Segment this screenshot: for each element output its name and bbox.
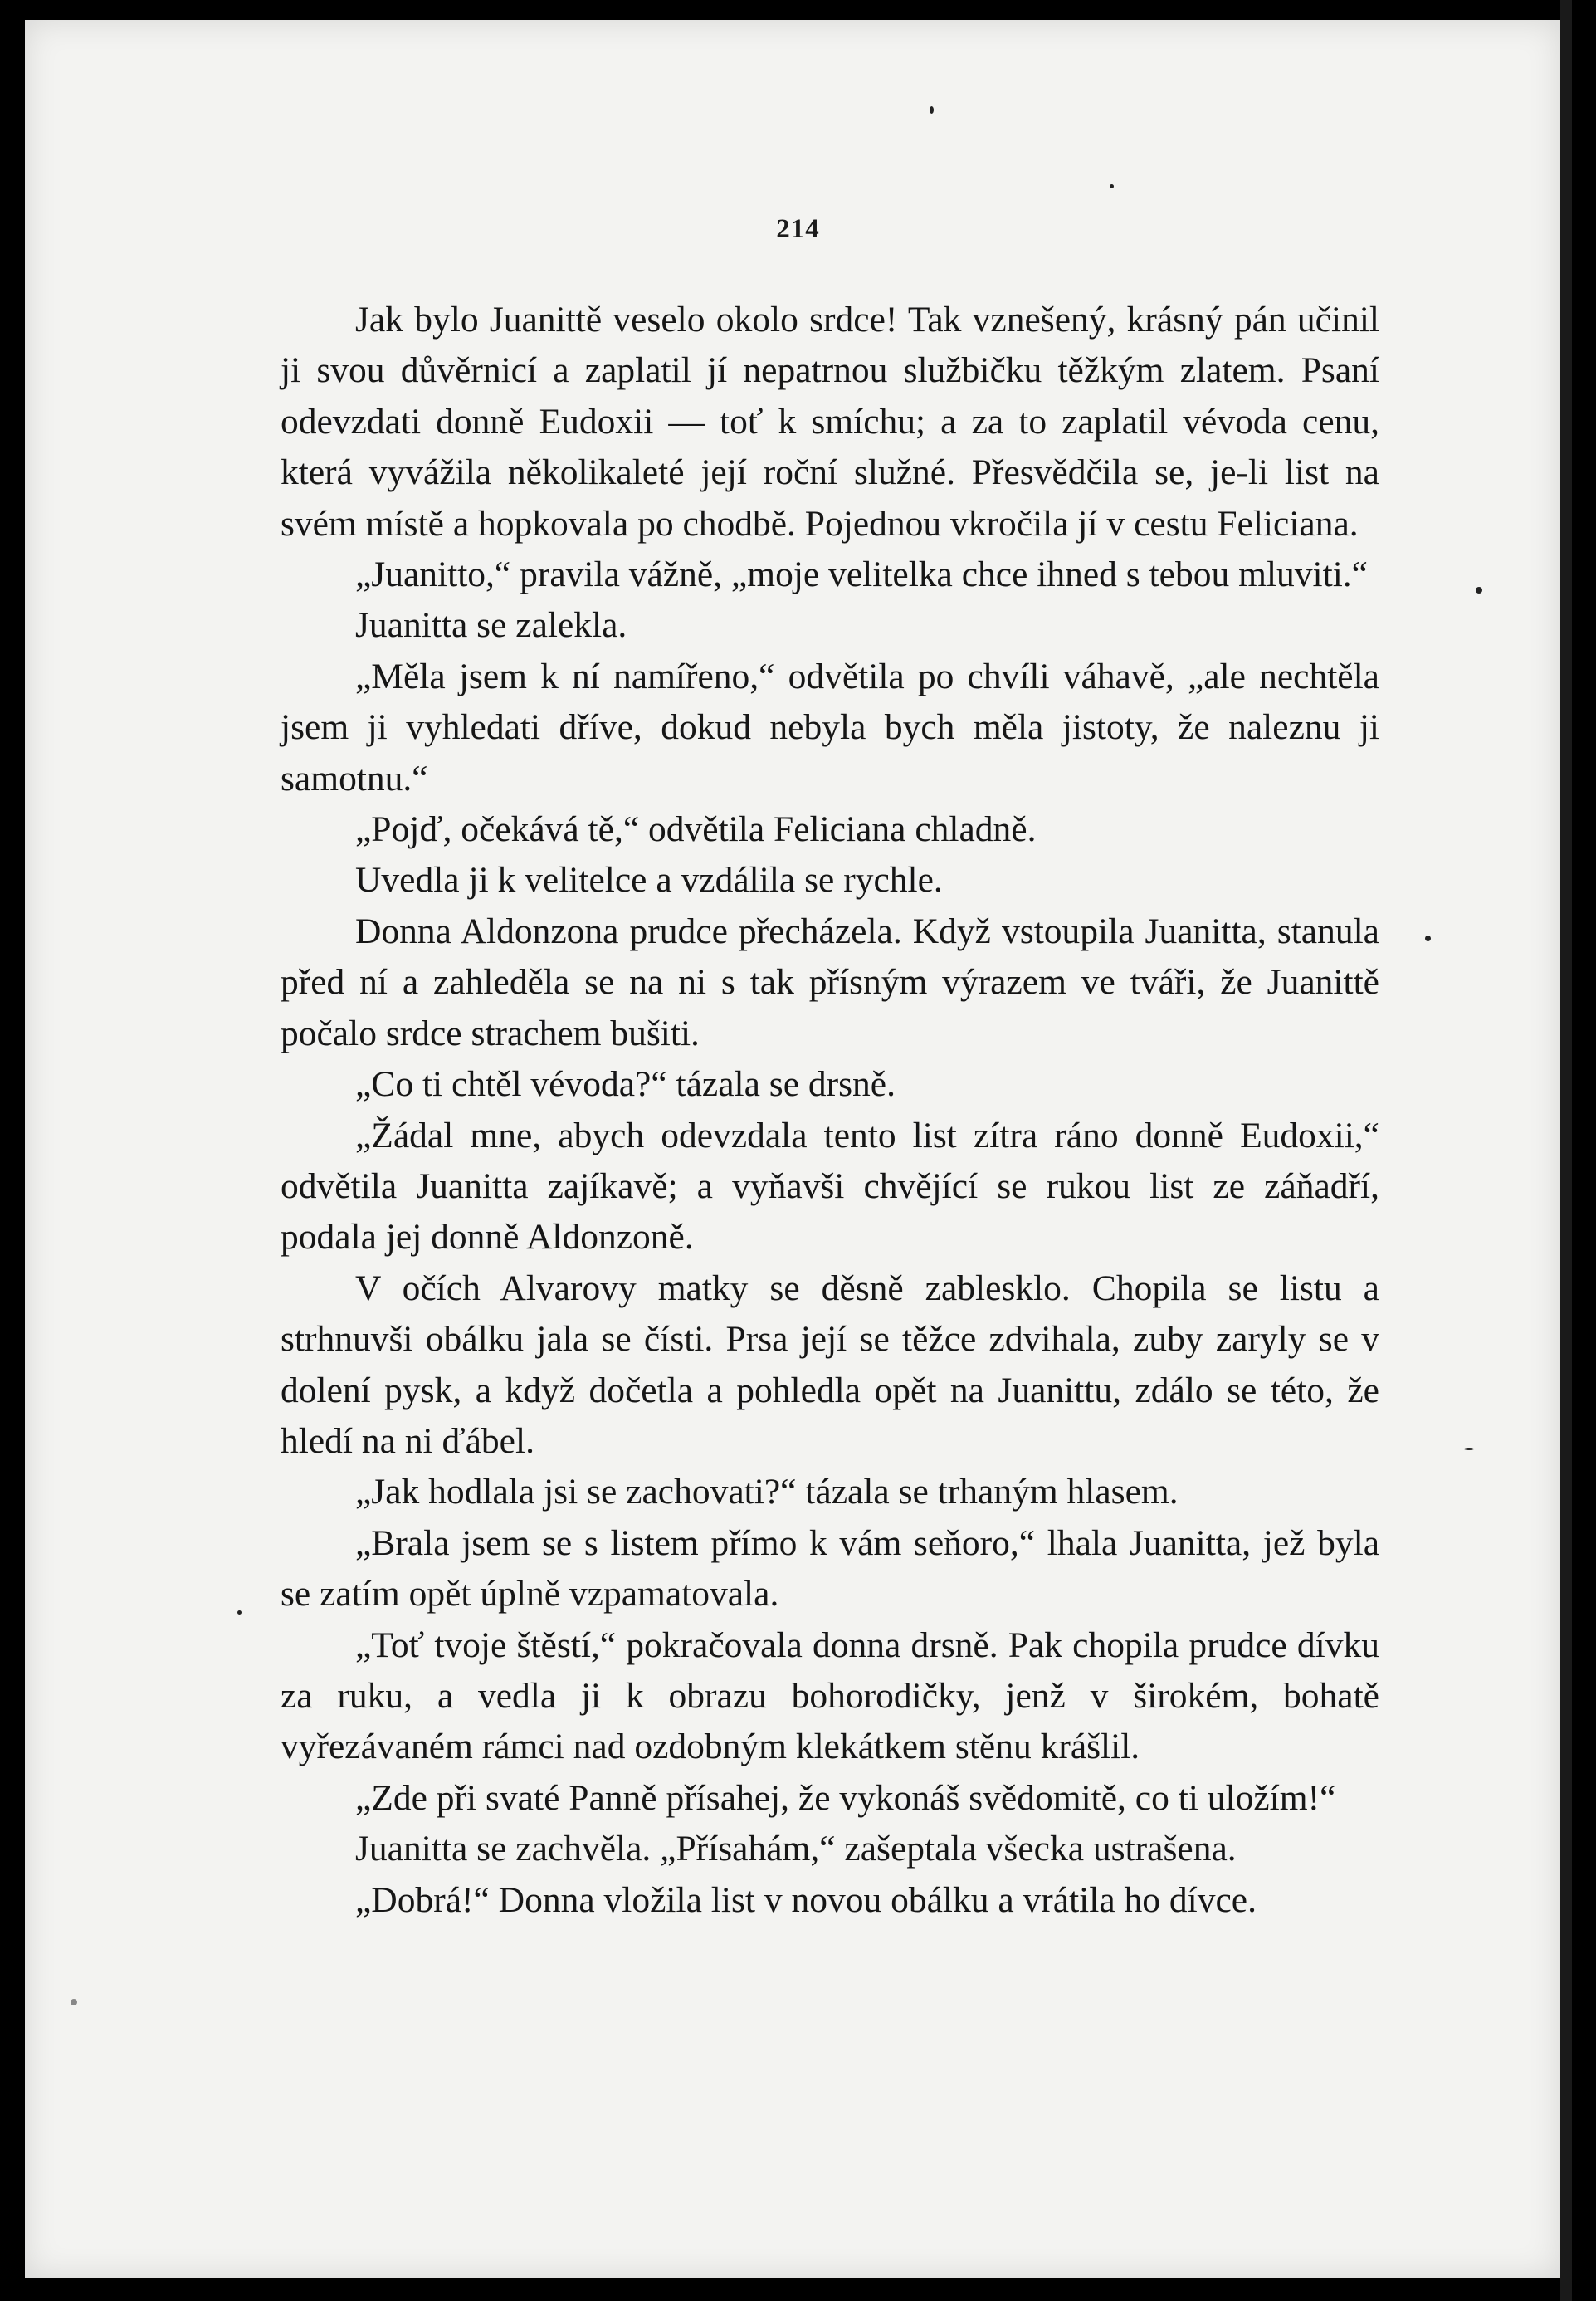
paragraph: Juanitta se zalekla.: [355, 605, 627, 646]
paragraph: „Pojď, očekává tě,“ odvětila Feliciana chladně.: [355, 809, 1037, 850]
paper-speck: [930, 106, 934, 114]
paragraph: „Jak hodlala jsi se zachovati?“ tázala se trhaným hlasem.: [355, 1472, 1179, 1512]
paper-speck: [1476, 587, 1482, 594]
paragraph: Donna Aldonzona prudce přecházela. Když vstoupila Juanitta, stanula před ní a zahleděla se na ni s tak přísným výrazem ve tváři, že Juanittě počalo srdce strachem bušiti.: [281, 911, 1379, 1053]
paragraph: Juanitta se zachvěla. „Přísahám,“ zašeptala všecka ustrašena.: [355, 1829, 1237, 1869]
paragraph: „Juanitto,“ pravila vážně, „moje velitelka chce ihned s tebou mluviti.“: [355, 554, 1368, 595]
paragraph: „Co ti chtěl vévoda?“ tázala se drsně.: [355, 1064, 896, 1105]
paragraph: „Zde při svaté Panně přísahej, že vykonáš svědomitě, co ti uložím!“: [355, 1777, 1336, 1818]
paper-speck: [1464, 1448, 1474, 1450]
paper-speck: [1425, 936, 1431, 941]
page-right-edge: [1560, 0, 1572, 2301]
page-number: 214: [776, 214, 820, 244]
paragraph: „Měla jsem k ní namířeno,“ odvětila po chvíli váhavě, „ale nechtěla jsem ji vyhledati dříve, dokud nebyla bych měla jistoty, že naleznu ji samotnu.“: [281, 656, 1379, 799]
paper-speck: [71, 1999, 77, 2005]
paragraph: „Dobrá!“ Donna vložila list v novou obálku a vrátila ho dívce.: [355, 1879, 1257, 1920]
paragraph: Uvedla ji k velitelce a vzdálila se rychle.: [355, 860, 943, 901]
paragraph: „Brala jsem se s listem přímo k vám seňoro,“ lhala Juanitta, jež byla se zatím opět úplně vzpamatovala.: [281, 1522, 1379, 1615]
body-text: [281, 295, 1379, 1926]
paragraph: „Žádal mne, abych odevzdala tento list zítra ráno donně Eudoxii,“ odvětila Juanitta zajíkavě; a vyňavši chvějící se rukou list ze záňadří, podala jej donně Aldonzoně.: [281, 1115, 1379, 1258]
paragraph: V očích Alvarovy matky se děsně zablesklo. Chopila se listu a strhnuvši obálku jala se čísti. Prsa její se těžce zdvihala, zuby zaryly se v dolení pysk, a když dočetla a pohledla opět na Juanittu, zdálo se této, že hledí na ni ďábel.: [281, 1268, 1379, 1461]
paragraph: „Toť tvoje štěstí,“ pokračovala donna drsně. Pak chopila prudce dívku za ruku, a vedla ji k obrazu bohorodičky, jenž v širokém, bohatě vyřezávaném rámci nad ozdobným klekátkem stěnu krášlil.: [281, 1624, 1379, 1767]
paragraph: Jak bylo Juanittě veselo okolo srdce! Tak vznešený, krásný pán učinil ji svou důvěrnicí a zaplatil jí nepatrnou službičku těžkým zlatem. Psaní odevzdati donně Eudoxii — toť k smíchu; a za to zaplatil vévoda cenu, která vyvážila několikaleté její roční služné. Přesvědčila se, je-li list na svém místě a hopkovala po chodbě. Pojednou vkročila jí v cestu Feliciana.: [281, 300, 1379, 544]
paper-speck: [237, 1610, 242, 1615]
paper-speck: [1110, 184, 1114, 188]
